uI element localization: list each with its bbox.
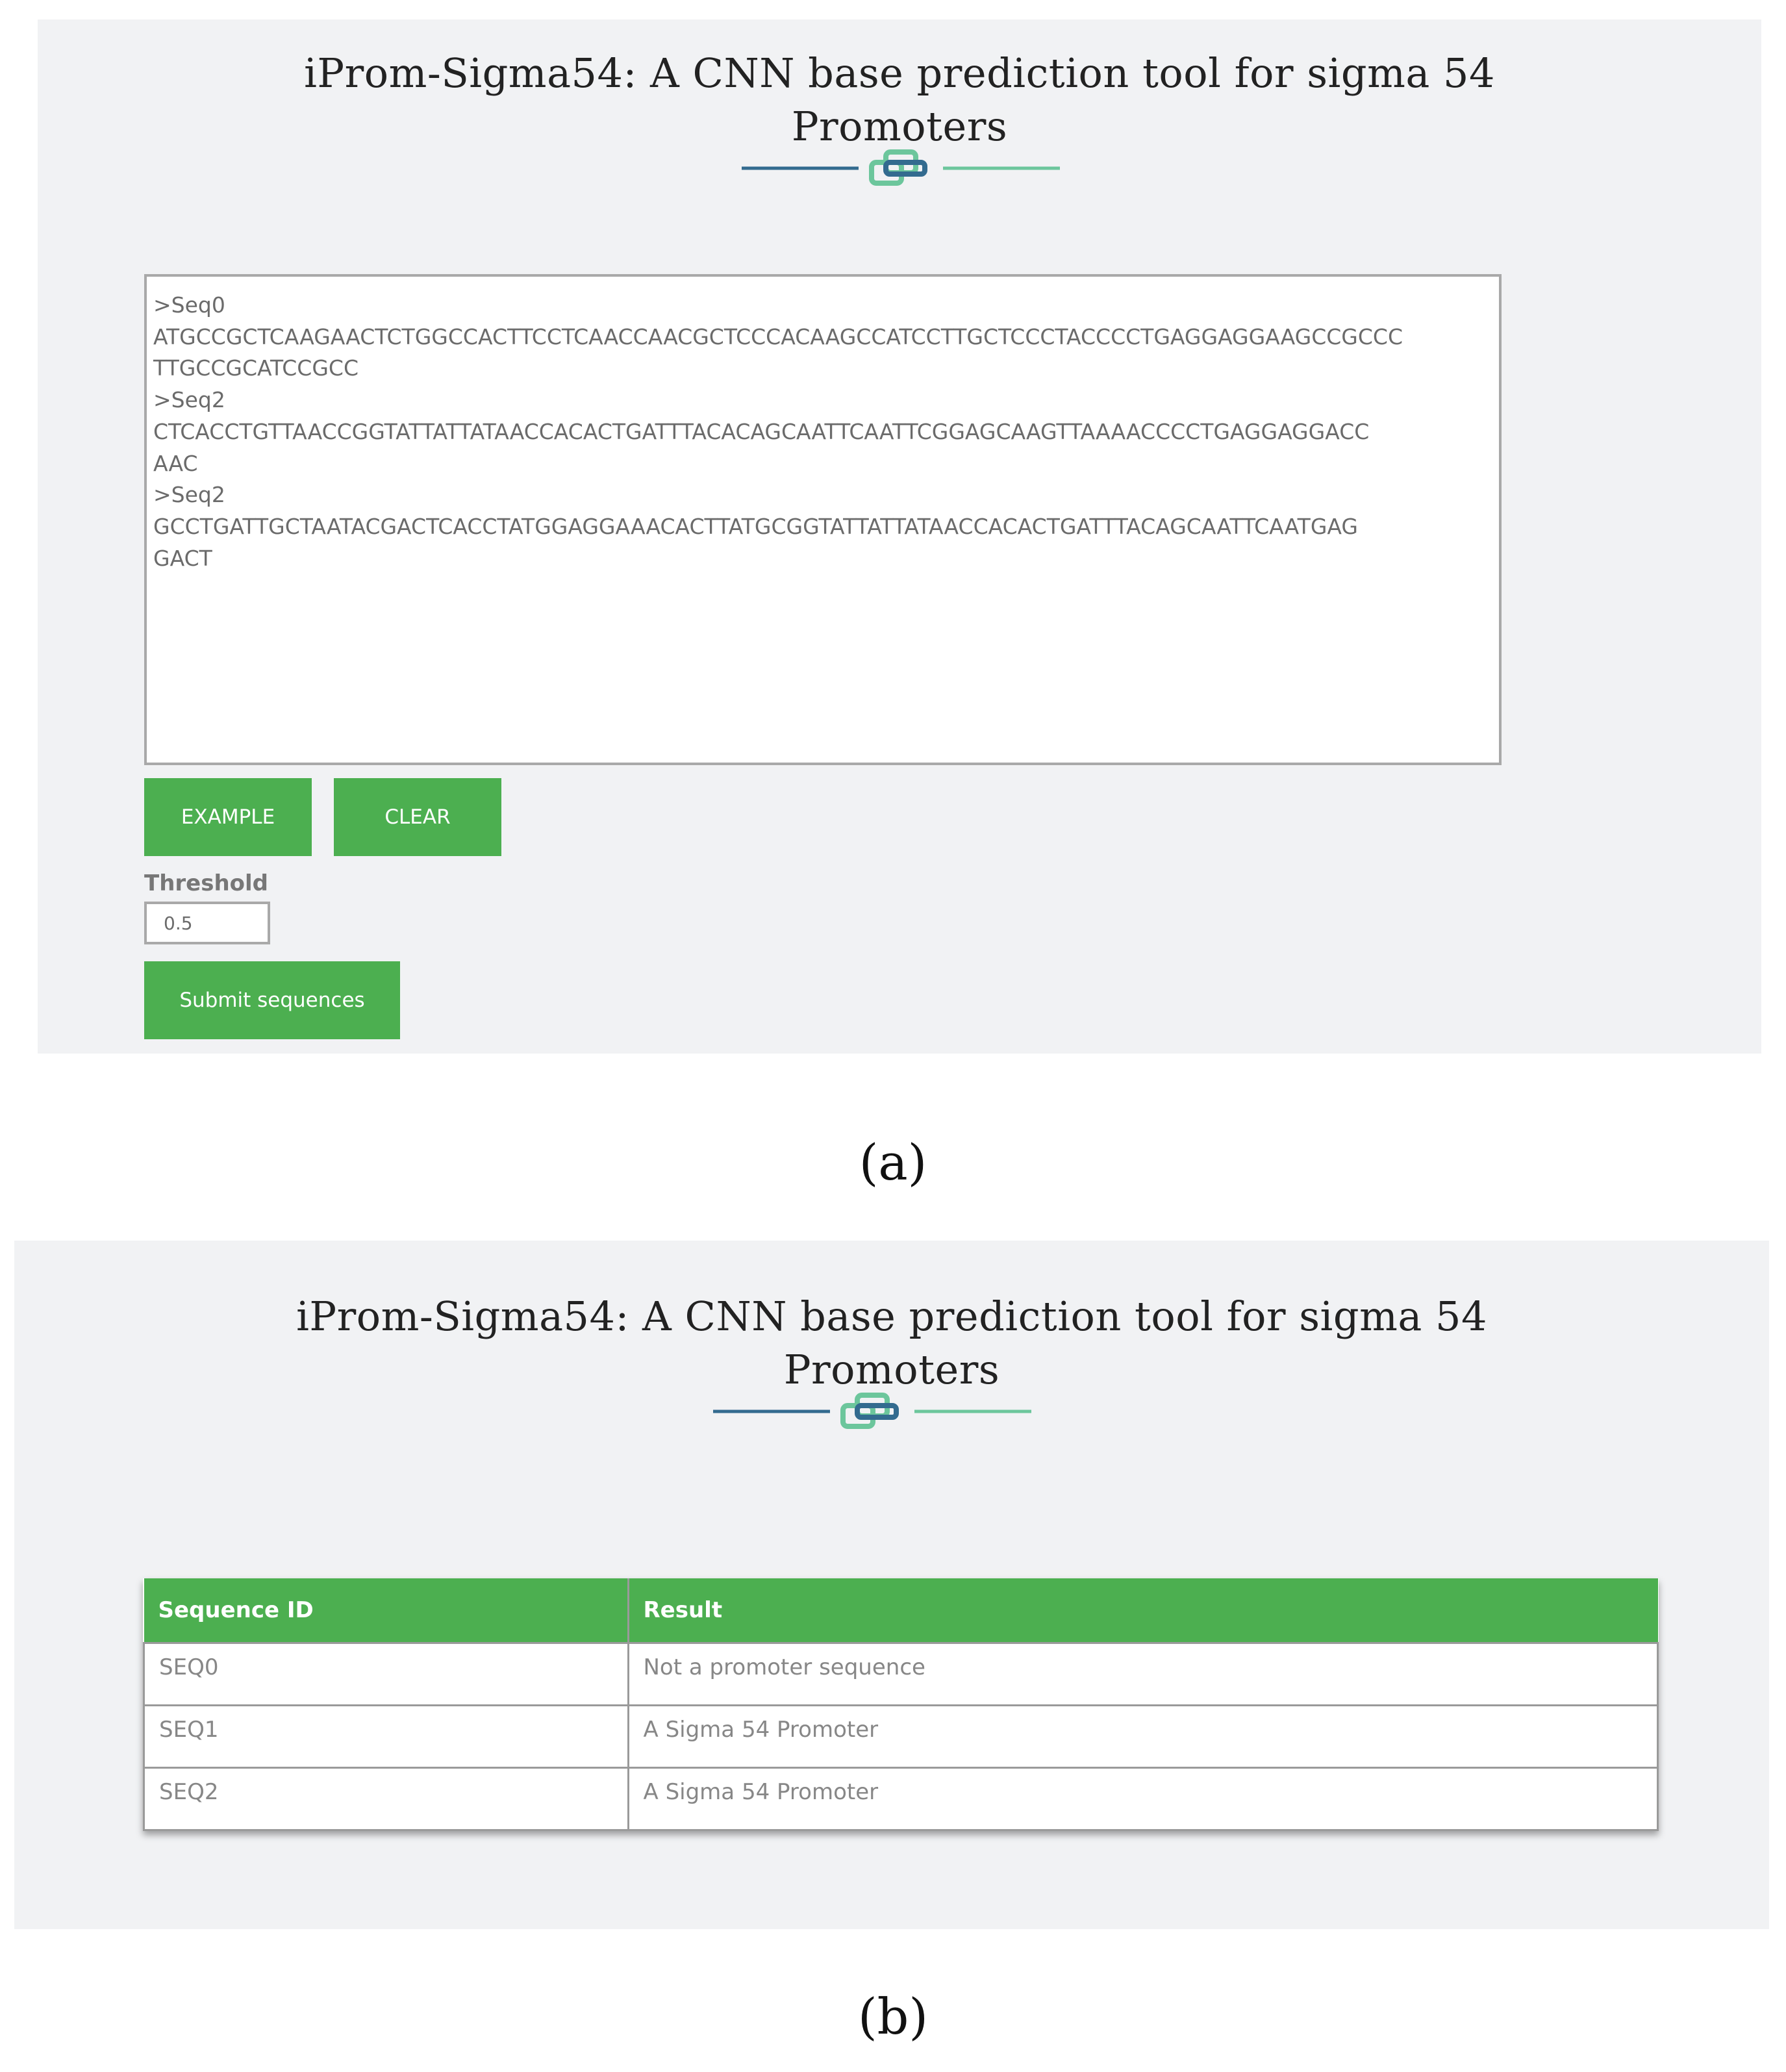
clear-button[interactable]: CLEAR xyxy=(334,778,501,856)
interlocked-rings-divider-icon xyxy=(742,145,1060,191)
threshold-input[interactable] xyxy=(144,902,270,944)
results-panel xyxy=(14,1241,1769,1929)
table-row xyxy=(144,1768,1658,1830)
sequence-id-cell: SEQ0 xyxy=(144,1643,629,1706)
sequence-id-cell: SEQ1 xyxy=(144,1706,629,1768)
submit-sequences-button[interactable]: Submit sequences xyxy=(144,961,400,1039)
table-row xyxy=(144,1706,1658,1768)
page-title-line2: Promoters xyxy=(783,1346,1000,1393)
threshold-label: Threshold xyxy=(144,870,269,896)
page-title-line2: Promoters xyxy=(791,103,1008,150)
input-form-panel xyxy=(38,19,1761,1054)
figure-caption-a: (a) xyxy=(859,1133,927,1191)
column-header-sequence-id: Sequence ID xyxy=(144,1578,629,1643)
example-button[interactable]: EXAMPLE xyxy=(144,778,312,856)
table-row xyxy=(144,1643,1658,1706)
page-title-line1: iProm-Sigma54: A CNN base prediction tool for sigma 54 xyxy=(296,1293,1487,1340)
figure-caption-b: (b) xyxy=(858,1988,928,2045)
result-cell: A Sigma 54 Promoter xyxy=(628,1706,1658,1768)
sequence-input[interactable] xyxy=(144,274,1502,765)
result-cell: A Sigma 54 Promoter xyxy=(628,1768,1658,1830)
sequence-id-cell: SEQ2 xyxy=(144,1768,629,1830)
page-title xyxy=(14,1290,1769,1396)
results-table xyxy=(143,1578,1659,1831)
column-header-result: Result xyxy=(628,1578,1658,1643)
page-title xyxy=(38,47,1761,153)
page-title-line1: iProm-Sigma54: A CNN base prediction tool for sigma 54 xyxy=(304,49,1495,97)
result-cell: Not a promoter sequence xyxy=(628,1643,1658,1706)
interlocked-rings-divider-icon xyxy=(713,1389,1031,1434)
table-header-row xyxy=(144,1578,1658,1643)
